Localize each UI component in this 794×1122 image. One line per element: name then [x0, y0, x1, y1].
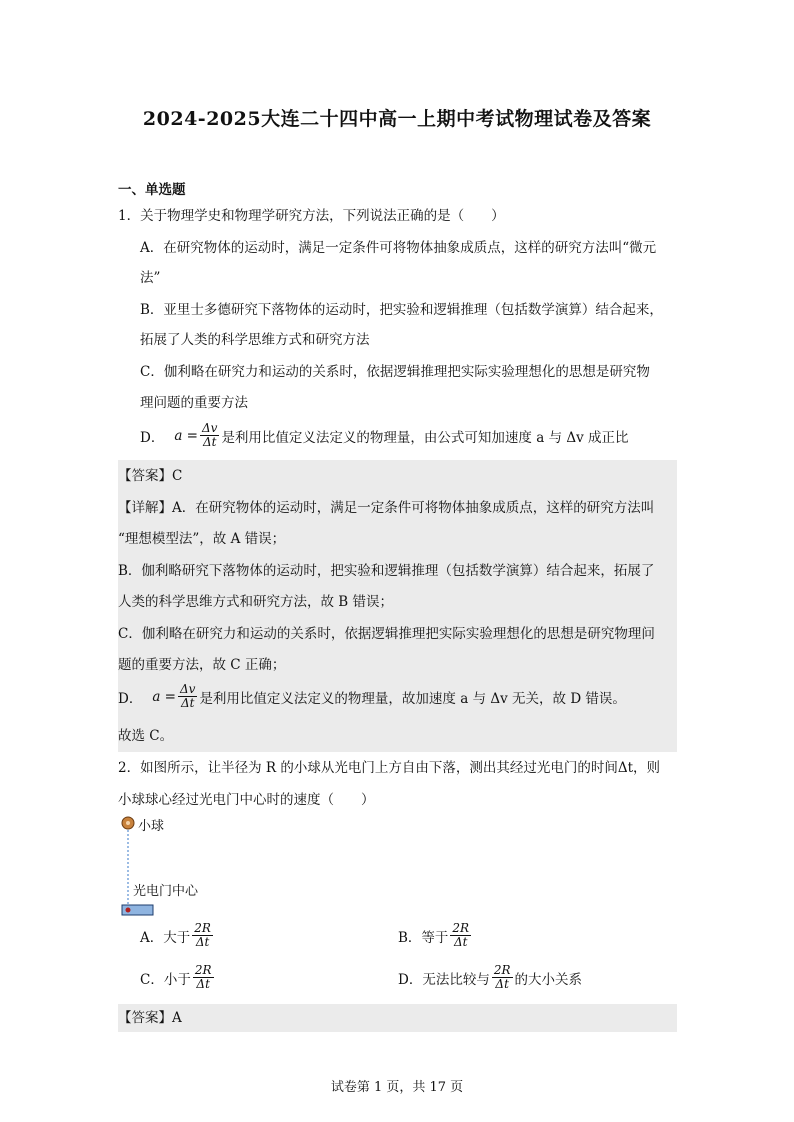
- gate-label: 光电门中心: [133, 884, 199, 899]
- q1-detail-d-fraction: [178, 683, 197, 710]
- q1-option-d-lhs: a =: [174, 427, 198, 444]
- q2-option-b-fraction: [450, 922, 471, 949]
- q2-option-d-prefix: D．无法比较与: [398, 971, 490, 988]
- fraction-numerator: 2R: [194, 921, 211, 935]
- q2-option-c: [140, 964, 216, 991]
- q1-detail-d-lhs: a =: [152, 688, 176, 705]
- fraction-denominator: Δt: [202, 435, 217, 449]
- q2-option-a: [140, 922, 215, 949]
- q1-answer: 【答案】C: [118, 468, 183, 484]
- fraction-denominator: Δt: [195, 935, 210, 949]
- section-heading: 一、单选题: [118, 182, 186, 198]
- q2-option-b-label: B．等于: [398, 929, 449, 946]
- q1-option-a-line1: A．在研究物体的运动时，满足一定条件可将物体抽象成质点，这样的研究方法叫“微元: [140, 240, 657, 256]
- q1-detail-a-text: A．在研究物体的运动时，满足一定条件可将物体抽象成质点，这样的研究方法叫: [172, 500, 655, 516]
- q1-detail-a-line1: [118, 498, 654, 518]
- q1-detail-d-text: 是利用比值定义法定义的物理量，故加速度 a 与 Δv 无关，故 D 错误。: [199, 690, 626, 707]
- q1-option-b-line1: B．亚里士多德研究下落物体的运动时，把实验和逻辑推理（包括数学演算）结合起来，: [140, 302, 663, 318]
- q2-option-d: [398, 964, 582, 991]
- ball-highlight: [126, 821, 130, 825]
- q2-figure: [118, 812, 238, 922]
- ball-label: 小球: [138, 819, 165, 834]
- fraction-numerator: Δv: [201, 421, 218, 435]
- q1-option-d: [140, 422, 629, 449]
- fraction-denominator: Δt: [180, 696, 195, 710]
- q2-option-b: [398, 922, 473, 949]
- fraction-numerator: 2R: [194, 963, 212, 977]
- fraction-denominator: Δt: [196, 977, 210, 991]
- q2-stem-line1: 2．如图所示，让半径为 R 的小球从光电门上方自由下落，测出其经过光电门的时间Δt，则: [118, 760, 661, 776]
- fraction-numerator: Δv: [179, 682, 196, 696]
- q2-option-d-suffix: 的大小关系: [514, 971, 582, 988]
- q2-answer: 【答案】A: [118, 1010, 182, 1026]
- q1-option-d-fraction: [200, 422, 219, 449]
- q1-option-d-prefix: D．: [140, 429, 165, 446]
- q2-option-d-fraction: [492, 964, 513, 991]
- q1-option-b-line2: 拓展了人类的科学思维方式和研究方法: [140, 332, 370, 348]
- q1-detail-label: 【详解】: [118, 500, 172, 516]
- q1-option-c-line1: C．伽利略在研究力和运动的关系时，依据逻辑推理把实际实验理想化的思想是研究物: [140, 364, 650, 380]
- q1-option-a-line2: 法”: [140, 270, 161, 286]
- q1-detail-c-line1: C．伽利略在研究力和运动的关系时，依据逻辑推理把实际实验理想化的思想是研究物理问: [118, 626, 655, 642]
- q2-option-c-fraction: [193, 964, 214, 991]
- fraction-denominator: Δt: [495, 977, 509, 991]
- q1-option-c-line2: 理问题的重要方法: [140, 395, 248, 411]
- q1-option-d-text: 是利用比值定义法定义的物理量，由公式可知加速度 a 与 Δv 成正比: [221, 429, 629, 446]
- q1-detail-d-prefix: D．: [118, 690, 143, 707]
- q2-stem-line2: 小球球心经过光电门中心时的速度（ ）: [118, 792, 375, 808]
- fraction-denominator: Δt: [454, 935, 468, 949]
- fraction-numerator: 2R: [452, 921, 470, 935]
- q1-detail-a-line2: “理想模型法”，故 A 错误；: [118, 531, 286, 547]
- q2-answer-block: [118, 1004, 677, 1032]
- page-footer: 试卷第 1 页，共 17 页: [330, 1080, 464, 1095]
- fraction-numerator: 2R: [493, 963, 511, 977]
- q2-option-c-label: C．小于: [140, 971, 191, 988]
- q1-detail-b-line2: 人类的科学思维方式和研究方法，故 B 错误；: [118, 594, 394, 610]
- q1-detail-c-line2: 题的重要方法，故 C 正确；: [118, 657, 286, 673]
- q1-detail-d: [118, 683, 626, 710]
- q1-conclusion: 故选 C。: [118, 728, 174, 744]
- q1-stem: 1．关于物理学史和物理学研究方法，下列说法正确的是（ ）: [118, 208, 505, 224]
- q2-option-a-fraction: [192, 922, 213, 949]
- gate-center-dot: [126, 908, 131, 913]
- q1-detail-b-line1: B．伽利略研究下落物体的运动时，把实验和逻辑推理（包括数学演算）结合起来，拓展了: [118, 563, 655, 579]
- q2-option-a-label: A．大于: [140, 929, 191, 946]
- page-title: 2024-2025大连二十四中高一上期中考试物理试卷及答案: [142, 108, 652, 130]
